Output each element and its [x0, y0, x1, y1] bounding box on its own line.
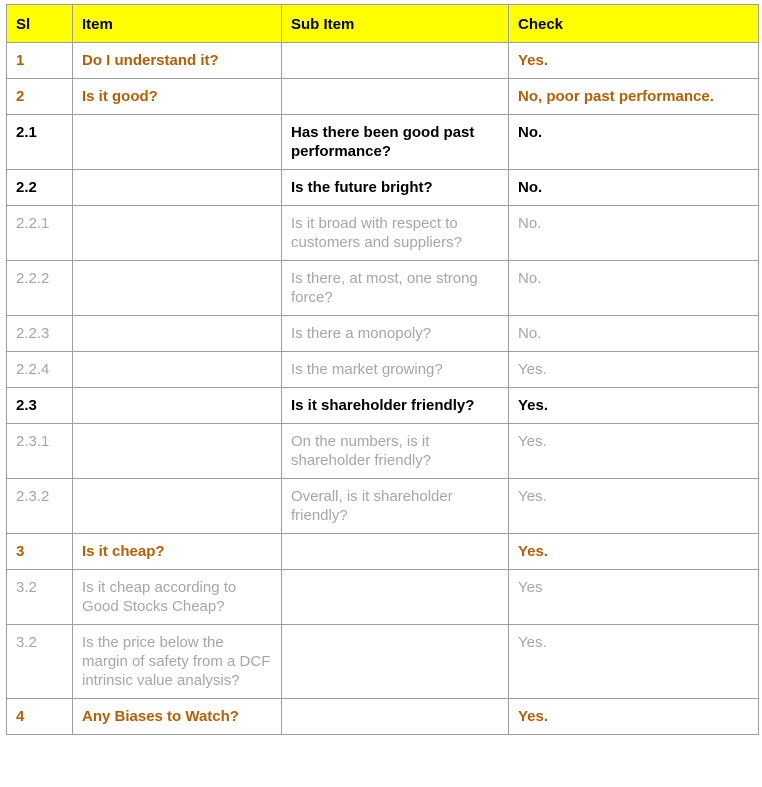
check-cell: Yes.	[509, 625, 759, 699]
header-sl: Sl	[7, 5, 73, 43]
item-cell	[73, 352, 282, 388]
check-cell: No.	[509, 170, 759, 206]
item-cell	[73, 316, 282, 352]
table-row	[7, 79, 759, 115]
sl-cell: 2.3	[7, 388, 73, 424]
sub-item-cell: Is it shareholder friendly?	[282, 388, 509, 424]
sl-cell: 2.2.2	[7, 261, 73, 316]
check-cell: No.	[509, 261, 759, 316]
item-cell	[73, 206, 282, 261]
check-cell: No, poor past performance.	[509, 79, 759, 115]
item-cell	[73, 424, 282, 479]
sub-item-cell	[282, 570, 509, 625]
table-row	[7, 316, 759, 352]
sub-item-cell	[282, 699, 509, 735]
check-cell: No.	[509, 316, 759, 352]
check-cell: No.	[509, 206, 759, 261]
sl-cell: 2.1	[7, 115, 73, 170]
sub-item-cell: Is there a monopoly?	[282, 316, 509, 352]
sl-cell: 4	[7, 699, 73, 735]
item-cell: Is it cheap according to Good Stocks Cheap?	[73, 570, 282, 625]
table-row	[7, 479, 759, 534]
check-cell: Yes.	[509, 388, 759, 424]
table-row	[7, 534, 759, 570]
table-row	[7, 261, 759, 316]
table-row	[7, 206, 759, 261]
item-cell	[73, 388, 282, 424]
table-row	[7, 570, 759, 625]
sub-item-cell: Has there been good past performance?	[282, 115, 509, 170]
sl-cell: 2.3.1	[7, 424, 73, 479]
check-cell: Yes.	[509, 699, 759, 735]
sub-item-cell	[282, 625, 509, 699]
table-row	[7, 388, 759, 424]
sl-cell: 2.2.3	[7, 316, 73, 352]
sl-cell: 3.2	[7, 625, 73, 699]
sub-item-cell: Overall, is it shareholder friendly?	[282, 479, 509, 534]
table-row	[7, 699, 759, 735]
header-item: Item	[73, 5, 282, 43]
item-cell: Is it good?	[73, 79, 282, 115]
sl-cell: 1	[7, 43, 73, 79]
header-sub-item: Sub Item	[282, 5, 509, 43]
sl-cell: 2.2.4	[7, 352, 73, 388]
item-cell	[73, 261, 282, 316]
sub-item-cell: Is the market growing?	[282, 352, 509, 388]
table-row	[7, 625, 759, 699]
table-row	[7, 43, 759, 79]
sub-item-cell	[282, 534, 509, 570]
sl-cell: 3	[7, 534, 73, 570]
sl-cell: 2.3.2	[7, 479, 73, 534]
item-cell: Any Biases to Watch?	[73, 699, 282, 735]
table-row	[7, 424, 759, 479]
sl-cell: 2	[7, 79, 73, 115]
sub-item-cell: Is there, at most, one strong force?	[282, 261, 509, 316]
table-body	[7, 43, 759, 735]
item-cell	[73, 115, 282, 170]
table-row	[7, 352, 759, 388]
check-cell: Yes.	[509, 43, 759, 79]
check-cell: Yes	[509, 570, 759, 625]
item-cell	[73, 479, 282, 534]
item-cell: Is it cheap?	[73, 534, 282, 570]
header-row	[7, 5, 759, 43]
sub-item-cell	[282, 43, 509, 79]
check-cell: No.	[509, 115, 759, 170]
sl-cell: 2.2.1	[7, 206, 73, 261]
sub-item-cell: Is the future bright?	[282, 170, 509, 206]
item-cell: Is the price below the margin of safety from a DCF intrinsic value analysis?	[73, 625, 282, 699]
sl-cell: 3.2	[7, 570, 73, 625]
check-cell: Yes.	[509, 424, 759, 479]
item-cell	[73, 170, 282, 206]
table-row	[7, 115, 759, 170]
checklist-table	[6, 4, 759, 735]
table-row	[7, 170, 759, 206]
sub-item-cell: On the numbers, is it shareholder friendly?	[282, 424, 509, 479]
check-cell: Yes.	[509, 479, 759, 534]
item-cell: Do I understand it?	[73, 43, 282, 79]
check-cell: Yes.	[509, 352, 759, 388]
check-cell: Yes.	[509, 534, 759, 570]
sub-item-cell	[282, 79, 509, 115]
sub-item-cell: Is it broad with respect to customers and suppliers?	[282, 206, 509, 261]
sl-cell: 2.2	[7, 170, 73, 206]
header-check: Check	[509, 5, 759, 43]
